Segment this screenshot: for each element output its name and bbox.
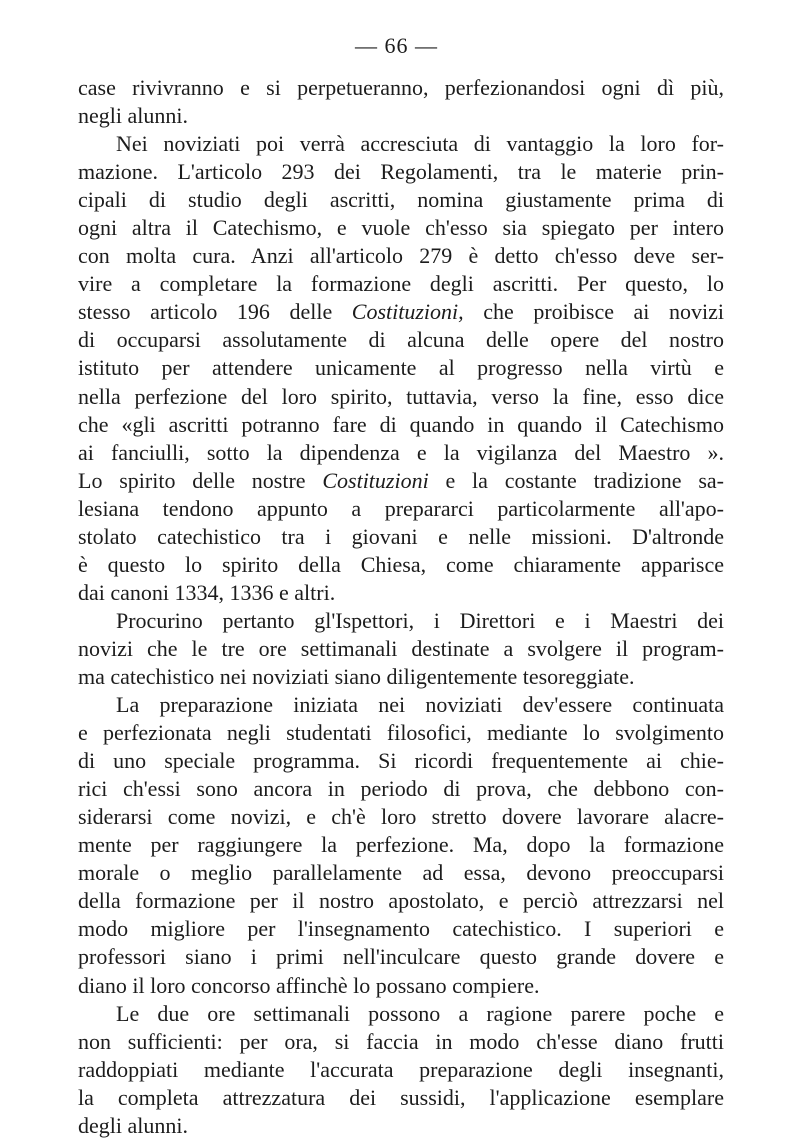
text-line [78, 635, 724, 663]
text-segment: nella perfezione del loro spirito, tuttavia, verso la fine, esso dice [78, 383, 724, 409]
text-segment: e perfezionata negli studentati filosofici, mediante lo svolgimento [78, 720, 724, 746]
paragraph [78, 1000, 724, 1140]
text-line [78, 130, 724, 158]
text-segment: Procurino pertanto gl'Ispettori, i Direttori e i Maestri dei [116, 607, 724, 633]
text-segment: novizi che le tre ore settimanali destinate a svolgere il program- [78, 635, 724, 661]
text-segment: diano il loro concorso affinchè lo possano compiere. [78, 972, 540, 998]
text-line [78, 523, 724, 551]
text-segment: lesiana tendono appunto a prepararci particolarmente all'apo- [78, 495, 724, 521]
text-line [78, 1056, 724, 1084]
text-segment: la completa attrezzatura dei sussidi, l'applicazione esemplare [78, 1084, 724, 1110]
text-segment: degli alunni. [78, 1112, 188, 1138]
page-number: — 66 — [355, 33, 438, 58]
text-segment: con molta cura. Anzi all'articolo 279 è detto ch'esso deve ser- [78, 243, 724, 269]
text-line [78, 551, 724, 579]
text-segment: stesso articolo 196 delle [78, 299, 352, 325]
text-segment: ma catechistico nei noviziati siano diligentemente tesoreggiate. [78, 663, 635, 689]
text-line [78, 607, 724, 635]
text-line [78, 1000, 724, 1028]
text-segment: della formazione per il nostro apostolato, e perciò attrezzarsi nel [78, 888, 724, 914]
text-segment: rici ch'essi sono ancora in periodo di prova, che debbono con- [78, 776, 724, 802]
text-line [78, 214, 724, 242]
text-segment: morale o meglio parallelamente ad essa, devono preoccuparsi [78, 860, 724, 886]
text-segment: modo migliore per l'insegnamento catechistico. I superiori e [78, 916, 724, 942]
text-segment: professori siano i primi nell'inculcare questo grande dovere e [78, 944, 724, 970]
text-line [78, 1028, 724, 1056]
text-line [78, 1084, 724, 1112]
text-segment: è questo lo spirito della Chiesa, come chiaramente apparisce [78, 551, 724, 577]
text-segment: La preparazione iniziata nei noviziati dev'essere continuata [116, 692, 724, 718]
text-segment: Le due ore settimanali possono a ragione parere poche e [116, 1000, 724, 1026]
paragraph [78, 691, 724, 1000]
text-line [78, 467, 724, 495]
text-line [78, 439, 724, 467]
text-line [78, 915, 724, 943]
text-segment: mente per raggiungere la perfezione. Ma, dopo la formazione [78, 832, 724, 858]
text-line [78, 326, 724, 354]
text-line [78, 972, 724, 1000]
text-line [78, 495, 724, 523]
text-segment: mazione. L'articolo 293 dei Regolamenti, tra le materie prin- [78, 159, 724, 185]
text-line [78, 691, 724, 719]
text-segment: che proibisce ai novizi [463, 299, 724, 325]
body-text [78, 74, 724, 1140]
text-segment: ogni altra il Catechismo, e vuole ch'esso sia spiegato per intero [78, 215, 724, 241]
text-line [78, 298, 724, 326]
text-segment: Costituzioni [322, 467, 429, 493]
paragraph [78, 607, 724, 691]
text-line [78, 158, 724, 186]
text-segment: Costituzioni, [351, 299, 464, 325]
text-segment: vire a completare la formazione degli ascritti. Per questo, lo [78, 271, 724, 297]
text-segment: di uno speciale programma. Si ricordi frequentemente ai chie- [78, 748, 724, 774]
text-segment: ai fanciulli, sotto la dipendenza e la vigilanza del Maestro ». [78, 439, 724, 465]
text-segment: non sufficienti: per ora, si faccia in modo ch'esse diano frutti [78, 1028, 724, 1054]
text-segment: di occuparsi assolutamente di alcuna delle opere del nostro [78, 327, 724, 353]
text-segment: Nei noviziati poi verrà accresciuta di vantaggio la loro for- [116, 131, 724, 157]
text-segment: negli alunni. [78, 103, 188, 129]
text-segment: dai canoni 1334, 1336 e altri. [78, 579, 336, 605]
text-line [78, 74, 724, 102]
text-segment: cipali di studio degli ascritti, nomina giustamente prima di [78, 187, 724, 213]
text-line [78, 354, 724, 382]
text-segment: siderarsi come novizi, e ch'è loro stretto dovere lavorare alacre- [78, 804, 724, 830]
text-line [78, 186, 724, 214]
text-segment: case rivivranno e si perpetueranno, perfezionandosi ogni dì più, [78, 75, 724, 100]
text-line [78, 831, 724, 859]
text-line [78, 663, 724, 691]
text-line [78, 887, 724, 915]
text-line [78, 270, 724, 298]
text-segment: Lo spirito delle nostre [78, 467, 323, 493]
text-segment: istituto per attendere unicamente al progresso nella virtù e [78, 355, 724, 381]
text-line [78, 803, 724, 831]
paragraph [78, 130, 724, 607]
text-segment: stolato catechistico tra i giovani e nelle missioni. D'altronde [78, 523, 724, 549]
text-line [78, 383, 724, 411]
text-line [78, 775, 724, 803]
text-line [78, 102, 724, 130]
text-line [78, 719, 724, 747]
text-line [78, 242, 724, 270]
text-line [78, 1112, 724, 1140]
text-line [78, 943, 724, 971]
text-line [78, 579, 724, 607]
text-line [78, 411, 724, 439]
paragraph [78, 74, 724, 130]
text-segment: che «gli ascritti potranno fare di quando in quando il Catechismo [78, 411, 724, 437]
text-segment: e la costante tradizione sa- [428, 467, 724, 493]
text-segment: raddoppiati mediante l'accurata preparazione degli insegnanti, [78, 1056, 724, 1082]
text-line [78, 859, 724, 887]
text-line [78, 747, 724, 775]
